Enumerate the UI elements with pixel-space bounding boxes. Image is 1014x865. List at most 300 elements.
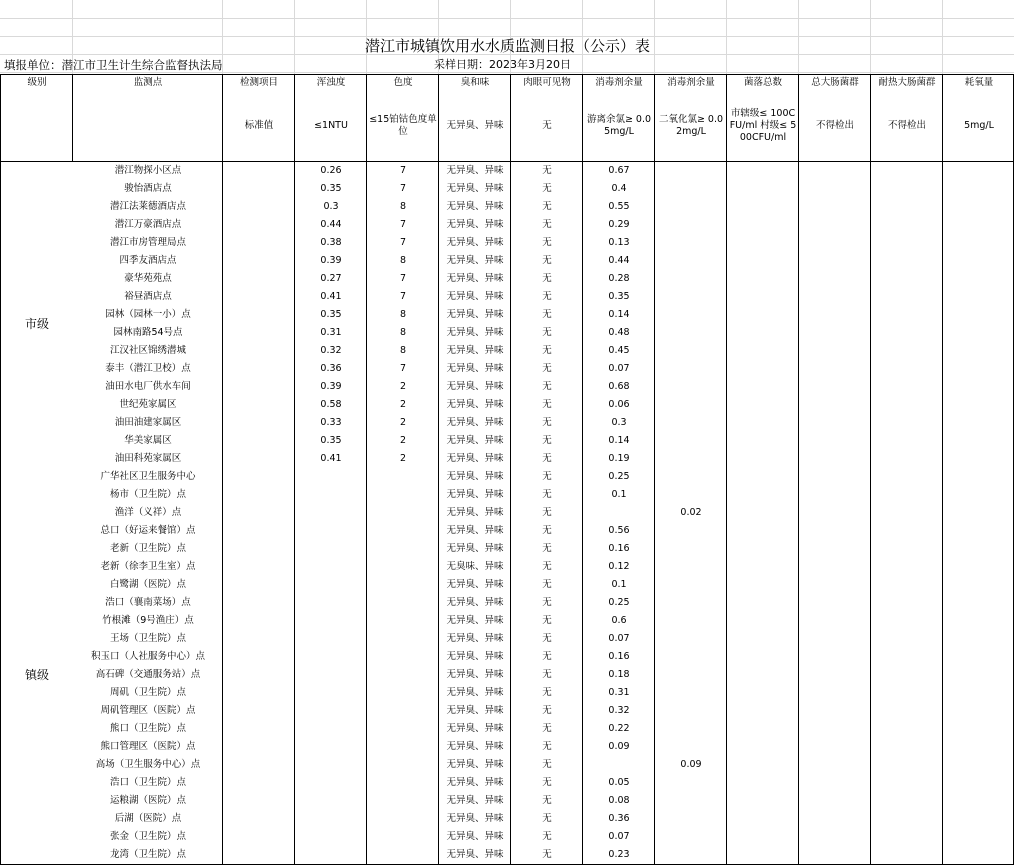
cell-clo2 [654, 450, 727, 469]
cell-site: 渔洋（义祥）点 [72, 504, 223, 523]
cell-vis: 无 [510, 306, 583, 325]
cell-turb: 0.41 [294, 450, 367, 469]
table-cell [942, 666, 1014, 685]
cell-site: 竹根滩（9号渔庄）点 [72, 612, 223, 631]
cell-clo2 [654, 810, 727, 829]
cell-cl: 0.12 [582, 558, 655, 577]
cell-vis: 无 [510, 738, 583, 757]
cell-turb: 0.41 [294, 288, 367, 307]
table-cell [726, 828, 799, 847]
table-cell [942, 702, 1014, 721]
cell-odor: 无异臭、异味 [438, 270, 511, 289]
table-cell [798, 576, 871, 595]
cell-odor: 无异臭、异味 [438, 162, 511, 181]
cell-site: 浩口（卫生院）点 [72, 774, 223, 793]
cell-color [366, 540, 439, 559]
table-cell [222, 648, 295, 667]
cell-turb [294, 684, 367, 703]
cell-color [366, 612, 439, 631]
cell-site: 潜江万豪酒店点 [72, 216, 223, 235]
column-header: 监测点 [72, 74, 223, 92]
table-cell [870, 756, 943, 775]
table-cell [726, 738, 799, 757]
cell-color [366, 702, 439, 721]
table-cell [798, 450, 871, 469]
table-cell [222, 720, 295, 739]
table-cell [798, 648, 871, 667]
table-cell [942, 198, 1014, 217]
cell-clo2 [654, 342, 727, 361]
column-header: 级别 [0, 74, 73, 92]
standard-value: 不得检出 [798, 91, 871, 162]
cell-clo2 [654, 828, 727, 847]
cell-odor: 无异臭、异味 [438, 342, 511, 361]
cell-turb [294, 558, 367, 577]
cell-turb [294, 504, 367, 523]
cell-odor: 无异臭、异味 [438, 792, 511, 811]
cell-odor: 无异臭、异味 [438, 774, 511, 793]
table-cell [726, 216, 799, 235]
table-cell [798, 612, 871, 631]
cell-cl: 0.05 [582, 774, 655, 793]
standard-value: ≤15铂钴色度单位 [366, 91, 439, 162]
cell-color [366, 558, 439, 577]
table-cell [942, 504, 1014, 523]
cell-vis: 无 [510, 414, 583, 433]
table-cell [942, 342, 1014, 361]
cell-color: 8 [366, 324, 439, 343]
cell-color: 8 [366, 252, 439, 271]
cell-cl: 0.25 [582, 468, 655, 487]
cell-turb [294, 576, 367, 595]
page-title: 潜江市城镇饮用水水质监测日报（公示）表 [364, 37, 650, 56]
table-cell [870, 576, 943, 595]
column-header: 总大肠菌群 [798, 74, 871, 92]
table-cell [726, 666, 799, 685]
cell-odor: 无异臭、异味 [438, 234, 511, 253]
cell-site: 潜江物探小区点 [72, 162, 223, 181]
table-cell [870, 540, 943, 559]
table-cell [798, 792, 871, 811]
cell-color [366, 774, 439, 793]
table-cell [870, 162, 943, 181]
table-cell [798, 522, 871, 541]
table-cell [942, 540, 1014, 559]
table-cell [870, 324, 943, 343]
table-cell [726, 162, 799, 181]
table-cell [798, 630, 871, 649]
cell-turb: 0.27 [294, 270, 367, 289]
cell-turb: 0.35 [294, 306, 367, 325]
cell-turb [294, 648, 367, 667]
cell-clo2 [654, 720, 727, 739]
table-cell [726, 342, 799, 361]
cell-site: 龙湾（卫生院）点 [72, 846, 223, 865]
cell-odor: 无异臭、异味 [438, 324, 511, 343]
cell-clo2 [654, 576, 727, 595]
cell-clo2 [654, 432, 727, 451]
cell-clo2 [654, 630, 727, 649]
cell-color [366, 684, 439, 703]
cell-clo2 [654, 684, 727, 703]
table-cell [798, 162, 871, 181]
cell-cl: 0.08 [582, 792, 655, 811]
table-cell [870, 432, 943, 451]
cell-clo2 [654, 558, 727, 577]
table-cell [870, 594, 943, 613]
table-cell [870, 684, 943, 703]
cell-cl: 0.28 [582, 270, 655, 289]
column-header: 肉眼可见物 [510, 74, 583, 92]
cell-clo2: 0.09 [654, 756, 727, 775]
cell-clo2 [654, 540, 727, 559]
cell-color [366, 648, 439, 667]
table-cell [726, 234, 799, 253]
table-cell [222, 234, 295, 253]
cell-cl: 0.25 [582, 594, 655, 613]
header-blank-cell [72, 91, 223, 162]
sample-date: 采样日期：2023年3月20日 [434, 58, 571, 72]
table-cell [798, 414, 871, 433]
table-cell [798, 828, 871, 847]
table-cell [870, 648, 943, 667]
cell-vis: 无 [510, 180, 583, 199]
table-cell [798, 180, 871, 199]
cell-odor: 无异臭、异味 [438, 396, 511, 415]
table-cell [726, 846, 799, 865]
cell-turb: 0.39 [294, 378, 367, 397]
cell-turb [294, 486, 367, 505]
cell-cl: 0.19 [582, 450, 655, 469]
cell-turb [294, 810, 367, 829]
table-cell [870, 288, 943, 307]
table-cell [222, 774, 295, 793]
table-cell [222, 342, 295, 361]
table-cell [726, 450, 799, 469]
cell-clo2: 0.02 [654, 504, 727, 523]
cell-vis: 无 [510, 810, 583, 829]
table-cell [726, 720, 799, 739]
cell-vis: 无 [510, 288, 583, 307]
cell-turb: 0.44 [294, 216, 367, 235]
cell-site: 潜江市房管理局点 [72, 234, 223, 253]
cell-clo2 [654, 414, 727, 433]
cell-color [366, 756, 439, 775]
standard-value: 不得检出 [870, 91, 943, 162]
cell-vis: 无 [510, 702, 583, 721]
cell-odor: 无异臭、异味 [438, 684, 511, 703]
table-cell [222, 306, 295, 325]
cell-cl: 0.14 [582, 432, 655, 451]
cell-site: 周矶管理区（医院）点 [72, 702, 223, 721]
table-cell [726, 198, 799, 217]
cell-cl: 0.14 [582, 306, 655, 325]
cell-odor: 无异臭、异味 [438, 450, 511, 469]
cell-turb: 0.36 [294, 360, 367, 379]
cell-vis: 无 [510, 720, 583, 739]
cell-clo2 [654, 774, 727, 793]
standard-value: 市辖级≤ 100CFU/ml 村级≤ 500CFU/ml [726, 91, 799, 162]
table-cell [726, 648, 799, 667]
table-cell [942, 558, 1014, 577]
table-cell [870, 558, 943, 577]
table-cell [798, 198, 871, 217]
cell-cl: 0.31 [582, 684, 655, 703]
cell-vis: 无 [510, 522, 583, 541]
table-cell [798, 702, 871, 721]
table-cell [222, 486, 295, 505]
cell-vis: 无 [510, 432, 583, 451]
cell-odor: 无异臭、异味 [438, 720, 511, 739]
cell-site: 裕昼酒店点 [72, 288, 223, 307]
cell-vis: 无 [510, 216, 583, 235]
cell-turb [294, 468, 367, 487]
table-cell [222, 324, 295, 343]
table-cell [942, 414, 1014, 433]
cell-site: 泰丰（潜江卫校）点 [72, 360, 223, 379]
table-cell [726, 324, 799, 343]
cell-site: 老新（卫生院）点 [72, 540, 223, 559]
cell-site: 张金（卫生院）点 [72, 828, 223, 847]
cell-cl: 0.18 [582, 666, 655, 685]
cell-odor: 无异臭、异味 [438, 648, 511, 667]
cell-turb: 0.3 [294, 198, 367, 217]
table-cell [870, 234, 943, 253]
level-label: 镇级 [0, 486, 73, 865]
cell-site: 油田水电厂供水车间 [72, 378, 223, 397]
table-cell [942, 648, 1014, 667]
table-cell [798, 756, 871, 775]
table-cell [870, 180, 943, 199]
cell-color [366, 522, 439, 541]
cell-odor: 无异臭、异味 [438, 252, 511, 271]
cell-odor: 无异臭、异味 [438, 540, 511, 559]
cell-color: 2 [366, 378, 439, 397]
cell-site: 油田科苑家属区 [72, 450, 223, 469]
table-cell [798, 846, 871, 865]
cell-site: 白鹭湖（医院）点 [72, 576, 223, 595]
cell-odor: 无异臭、异味 [438, 216, 511, 235]
cell-vis: 无 [510, 828, 583, 847]
table-cell [942, 468, 1014, 487]
table-cell [870, 666, 943, 685]
table-cell [222, 378, 295, 397]
table-cell [726, 558, 799, 577]
cell-cl [582, 504, 655, 523]
cell-clo2 [654, 612, 727, 631]
table-cell [222, 360, 295, 379]
cell-site: 积玉口（人社服务中心）点 [72, 648, 223, 667]
cell-site: 豪华苑苑点 [72, 270, 223, 289]
column-header: 浑浊度 [294, 74, 367, 92]
cell-odor: 无异臭、异味 [438, 468, 511, 487]
cell-clo2 [654, 666, 727, 685]
table-cell [726, 306, 799, 325]
table-cell [942, 828, 1014, 847]
table-cell [726, 684, 799, 703]
cell-odor: 无异臭、异味 [438, 846, 511, 865]
table-cell [942, 738, 1014, 757]
table-cell [798, 810, 871, 829]
cell-turb: 0.35 [294, 180, 367, 199]
cell-vis: 无 [510, 576, 583, 595]
table-cell [726, 288, 799, 307]
table-cell [942, 810, 1014, 829]
table-cell [222, 684, 295, 703]
cell-cl: 0.48 [582, 324, 655, 343]
cell-cl [582, 756, 655, 775]
table-cell [942, 252, 1014, 271]
table-cell [222, 216, 295, 235]
cell-turb [294, 522, 367, 541]
cell-cl: 0.68 [582, 378, 655, 397]
table-cell [222, 522, 295, 541]
table-cell [942, 630, 1014, 649]
table-cell [222, 504, 295, 523]
table-cell [222, 198, 295, 217]
cell-vis: 无 [510, 558, 583, 577]
report-unit: 填报单位：潜江市卫生计生综合监督执法局 [4, 57, 223, 72]
table-cell [942, 234, 1014, 253]
table-cell [870, 810, 943, 829]
cell-cl: 0.6 [582, 612, 655, 631]
column-header: 检测项目 [222, 74, 295, 92]
table-cell [942, 162, 1014, 181]
cell-clo2 [654, 648, 727, 667]
cell-clo2 [654, 378, 727, 397]
cell-clo2 [654, 162, 727, 181]
table-cell [726, 810, 799, 829]
table-cell [726, 468, 799, 487]
cell-odor: 无异臭、异味 [438, 594, 511, 613]
cell-vis: 无 [510, 594, 583, 613]
table-cell [942, 378, 1014, 397]
table-cell [726, 540, 799, 559]
cell-color: 2 [366, 432, 439, 451]
table-cell [798, 360, 871, 379]
cell-site: 周矶（卫生院）点 [72, 684, 223, 703]
table-cell [798, 774, 871, 793]
cell-color [366, 846, 439, 865]
standard-value: 标准值 [222, 91, 295, 162]
cell-vis: 无 [510, 252, 583, 271]
table-cell [870, 216, 943, 235]
table-cell [942, 756, 1014, 775]
cell-color: 7 [366, 360, 439, 379]
table-cell [942, 432, 1014, 451]
cell-site: 油田油建家属区 [72, 414, 223, 433]
cell-color [366, 792, 439, 811]
cell-site: 老新（徐李卫生室）点 [72, 558, 223, 577]
table-cell [726, 486, 799, 505]
table-cell [726, 774, 799, 793]
table-cell [222, 666, 295, 685]
cell-cl: 0.22 [582, 720, 655, 739]
cell-color [366, 630, 439, 649]
cell-color [366, 720, 439, 739]
table-cell [726, 432, 799, 451]
cell-color [366, 666, 439, 685]
table-cell [726, 504, 799, 523]
cell-odor: 无异臭、异味 [438, 810, 511, 829]
table-cell [222, 558, 295, 577]
cell-turb [294, 720, 367, 739]
cell-color [366, 504, 439, 523]
cell-clo2 [654, 360, 727, 379]
column-header: 菌落总数 [726, 74, 799, 92]
cell-odor: 无异臭、异味 [438, 666, 511, 685]
cell-vis: 无 [510, 342, 583, 361]
table-cell [942, 396, 1014, 415]
cell-site: 骏怡酒店点 [72, 180, 223, 199]
cell-clo2 [654, 468, 727, 487]
table-cell [942, 216, 1014, 235]
table-cell [798, 738, 871, 757]
column-header: 消毒剂余量 [582, 74, 655, 92]
cell-site: 园林南路54号点 [72, 324, 223, 343]
table-cell [942, 288, 1014, 307]
cell-odor: 无异臭、异味 [438, 756, 511, 775]
cell-cl: 0.09 [582, 738, 655, 757]
cell-odor: 无异臭、异味 [438, 504, 511, 523]
table-cell [798, 504, 871, 523]
cell-turb [294, 792, 367, 811]
cell-cl: 0.4 [582, 180, 655, 199]
cell-cl: 0.1 [582, 486, 655, 505]
column-header: 消毒剂余量 [654, 74, 727, 92]
cell-vis: 无 [510, 774, 583, 793]
cell-clo2 [654, 486, 727, 505]
cell-color: 2 [366, 414, 439, 433]
cell-odor: 无异臭、异味 [438, 576, 511, 595]
table-cell [942, 774, 1014, 793]
cell-turb [294, 540, 367, 559]
table-cell [870, 702, 943, 721]
cell-color [366, 738, 439, 757]
cell-cl: 0.07 [582, 828, 655, 847]
table-cell [798, 432, 871, 451]
table-cell [726, 180, 799, 199]
table-cell [726, 396, 799, 415]
cell-color: 8 [366, 342, 439, 361]
cell-cl: 0.1 [582, 576, 655, 595]
cell-site: 熊口（卫生院）点 [72, 720, 223, 739]
cell-vis: 无 [510, 360, 583, 379]
table-cell [798, 216, 871, 235]
table-cell [222, 180, 295, 199]
cell-site: 高石碑（交通服务站）点 [72, 666, 223, 685]
cell-site: 后湖（医院）点 [72, 810, 223, 829]
cell-turb [294, 846, 367, 865]
cell-cl: 0.23 [582, 846, 655, 865]
table-cell [222, 792, 295, 811]
cell-vis: 无 [510, 630, 583, 649]
cell-color: 7 [366, 270, 439, 289]
table-cell [726, 270, 799, 289]
cell-turb [294, 702, 367, 721]
table-cell [798, 720, 871, 739]
table-cell [870, 774, 943, 793]
table-cell [222, 540, 295, 559]
cell-vis: 无 [510, 378, 583, 397]
table-cell [870, 468, 943, 487]
cell-vis: 无 [510, 270, 583, 289]
cell-cl: 0.29 [582, 216, 655, 235]
table-cell [870, 828, 943, 847]
cell-color: 8 [366, 306, 439, 325]
cell-clo2 [654, 396, 727, 415]
standard-value: 5mg/L [942, 91, 1014, 162]
